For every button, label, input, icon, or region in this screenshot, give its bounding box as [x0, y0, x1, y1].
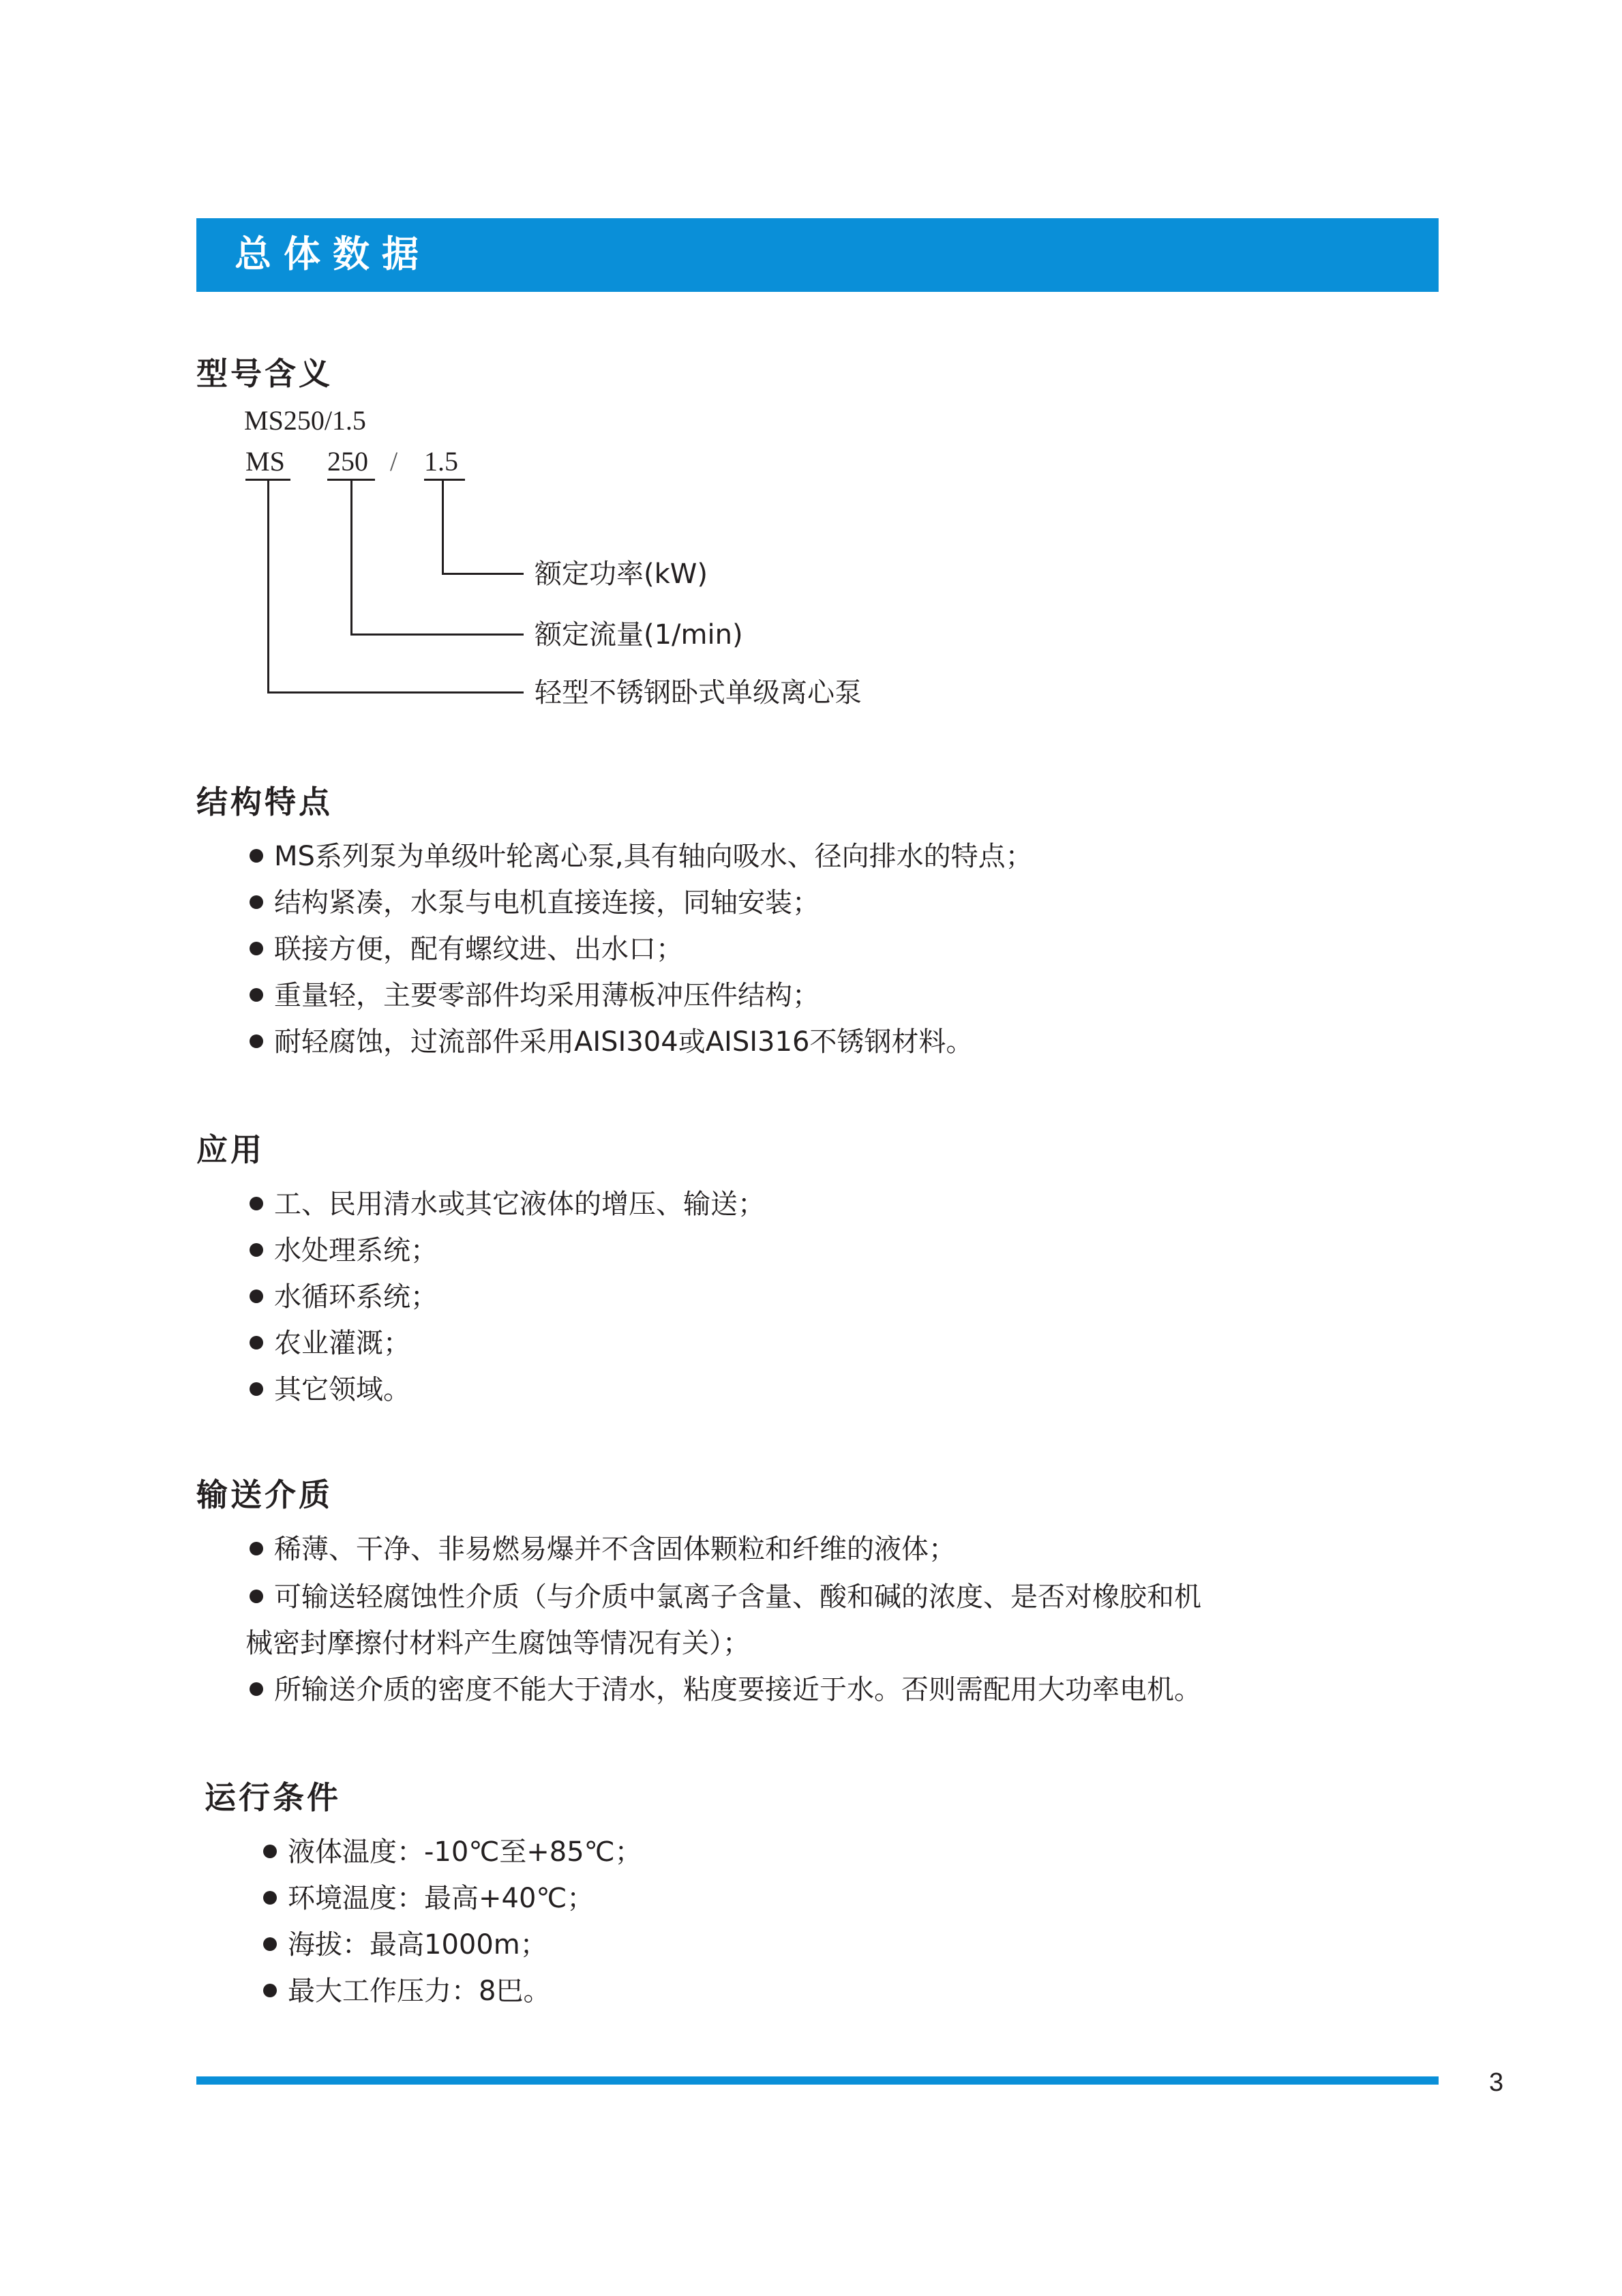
- list-item: 水处理系统；: [250, 1233, 438, 1268]
- list-item: 最大工作压力：8巴。: [263, 1973, 550, 2009]
- application-heading: 应用: [196, 1131, 265, 1168]
- list-item: 工、民用清水或其它液体的增压、输送；: [250, 1187, 765, 1222]
- bullet-icon: [250, 1289, 263, 1303]
- section-banner: [196, 218, 1439, 292]
- bullet-icon: [250, 1542, 263, 1555]
- bullet-icon: [250, 942, 263, 955]
- list-item: 其它领域。: [250, 1372, 410, 1407]
- bullet-icon: [250, 1336, 263, 1350]
- bullet-icon: [250, 1034, 263, 1048]
- list-item-continuation: 械密封摩擦付材料产生腐蚀等情况有关）；: [245, 1628, 750, 1659]
- bullet-icon: [250, 849, 263, 863]
- bullet-icon: [263, 1891, 277, 1905]
- code-slash: /: [390, 446, 398, 477]
- list-item: 联接方便，配有螺纹进、出水口；: [250, 931, 683, 967]
- list-item: 可输送轻腐蚀性介质（与介质中氯离子含量、酸和碱的浓度、是否对橡胶和机: [250, 1579, 1201, 1615]
- flow-connector-horizontal: [350, 633, 524, 636]
- code-power-underline: [424, 479, 465, 481]
- list-item: 农业灌溉；: [250, 1326, 410, 1361]
- list-item: 海拔：最高1000m；: [263, 1927, 547, 1963]
- code-flow: 250: [327, 446, 368, 477]
- list-item: 结构紧凑，水泵与电机直接连接，同轴安装；: [250, 885, 820, 921]
- bullet-icon: [250, 1682, 263, 1696]
- banner-title: 总体数据: [235, 233, 431, 275]
- list-item: 重量轻，主要零部件均采用薄板冲压件结构；: [250, 978, 820, 1013]
- list-item: 环境温度：最高+40℃；: [263, 1881, 594, 1916]
- code-series: MS: [245, 446, 285, 477]
- bullet-icon: [263, 1984, 277, 1997]
- bullet-icon: [263, 1845, 277, 1858]
- list-item: 液体温度：-10℃至+85℃；: [263, 1834, 642, 1870]
- bullet-icon: [250, 1382, 263, 1396]
- flow-description: 额定流量(1/min): [535, 619, 743, 651]
- power-description: 额定功率(kW): [535, 558, 708, 590]
- bullet-icon: [263, 1937, 277, 1951]
- power-connector-vertical: [442, 481, 444, 575]
- series-connector-horizontal: [267, 691, 524, 694]
- conditions-heading: 运行条件: [205, 1779, 341, 1816]
- medium-heading: 输送介质: [196, 1476, 333, 1513]
- bullet-icon: [250, 895, 263, 909]
- bullet-icon: [250, 1243, 263, 1257]
- bullet-icon: [250, 1590, 263, 1603]
- list-item: 耐轻腐蚀，过流部件采用AISI304或AISI316不锈钢材料。: [250, 1024, 973, 1060]
- list-item: 水循环系统；: [250, 1279, 438, 1315]
- flow-connector-vertical: [350, 481, 352, 636]
- bullet-icon: [250, 1197, 263, 1210]
- series-description: 轻型不锈钢卧式单级离心泵: [535, 677, 862, 709]
- model-meaning-heading: 型号含义: [196, 355, 333, 392]
- code-power: 1.5: [424, 446, 458, 477]
- list-item: 稀薄、干净、非易燃易爆并不含固体颗粒和纤维的液体；: [250, 1532, 956, 1567]
- page-number: 3: [1489, 2068, 1504, 2097]
- list-item: MS系列泵为单级叶轮离心泵,具有轴向吸水、径向排水的特点；: [250, 839, 1033, 874]
- power-connector-horizontal: [442, 573, 524, 575]
- series-connector-vertical: [267, 481, 269, 694]
- list-item: 所输送介质的密度不能大于清水，粘度要接近于水。否则需配用大功率电机。: [250, 1672, 1201, 1708]
- bullet-icon: [250, 988, 263, 1002]
- model-example: MS250/1.5: [244, 405, 366, 436]
- structure-heading: 结构特点: [196, 784, 333, 820]
- footer-rule: [196, 2076, 1439, 2085]
